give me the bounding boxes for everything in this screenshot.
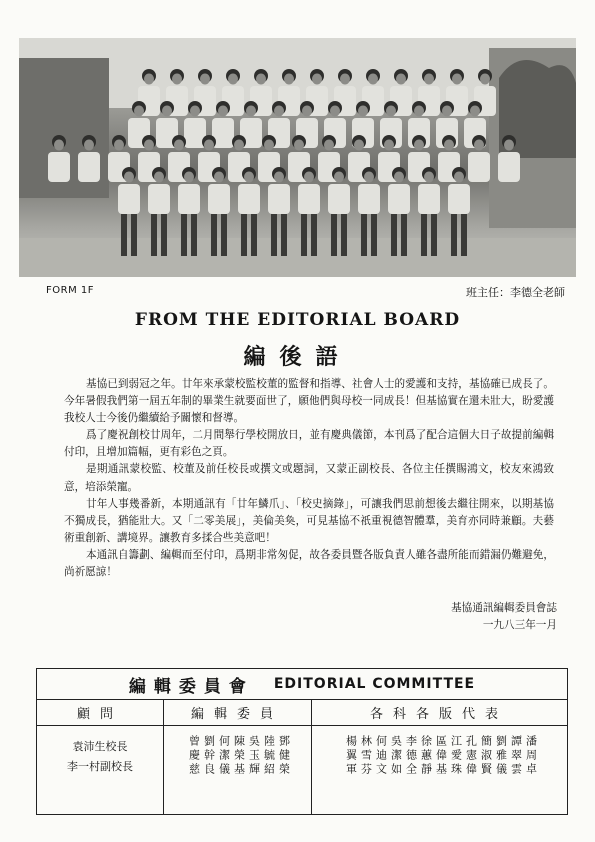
student-face [384,140,394,151]
student-face [256,74,266,85]
editorial-title-zh: 編後語 [243,345,352,370]
signature-block [451,600,557,634]
student-shirt [178,184,200,214]
advisors-list [41,737,159,777]
student-face [324,140,334,151]
student-shirt [238,184,260,214]
student-face [424,172,434,183]
student-face [172,74,182,85]
student-leg [181,214,187,256]
student-face [218,106,228,117]
form-caption: FORM 1F [46,285,94,296]
student-shirt [148,184,170,214]
student-face [284,74,294,85]
student-face [144,74,154,85]
student-face [474,140,484,151]
student-leg [401,214,407,256]
student-face [312,74,322,85]
student-shirt [448,184,470,214]
student-face [454,172,464,183]
rep-column: 孔憲偉 [464,735,478,777]
student-leg [151,214,157,256]
student-leg [281,214,287,256]
student-face [304,172,314,183]
student-shirt [388,184,410,214]
student-face [124,172,134,183]
student-leg [431,214,437,256]
student-face [174,140,184,151]
student-face [414,140,424,151]
editorial-title-en: FROM THE EDITORIAL BOARD [134,310,461,330]
student-shirt [358,184,380,214]
student-leg [301,214,307,256]
rep-column: 簡淑賢 [479,735,493,777]
student-face [358,106,368,117]
rep-column: 譚翠雲 [509,735,523,777]
student-leg [271,214,277,256]
student-face [442,106,452,117]
student-shirt [78,152,100,182]
student-face [204,140,214,151]
advisors-header: 顧問 [76,707,123,722]
student-face [452,74,462,85]
student-leg [131,214,137,256]
student-face [444,140,454,151]
student-leg [341,214,347,256]
signature-org: 基協通訊編輯委員會誌 [451,602,557,614]
student-leg [451,214,457,256]
class-photo-illustration [19,38,576,277]
student-face [200,74,210,85]
student-face [364,172,374,183]
class-photo [19,38,576,277]
editor-column: 吳玉輝 [247,735,261,777]
student-face [228,74,238,85]
student-face [264,140,274,151]
student-face [396,74,406,85]
editor-column: 陸毓紹 [262,735,276,777]
reps-header: 各科各版代表 [369,707,508,722]
signature-date: 一九八三年一月 [482,619,557,631]
student-face [330,106,340,117]
student-leg [191,214,197,256]
student-face [414,106,424,117]
student-face [144,140,154,151]
student-leg [121,214,127,256]
editors-header: 編輯委員 [190,707,283,722]
student-leg [371,214,377,256]
student-shirt [328,184,350,214]
student-face [480,74,490,85]
student-face [302,106,312,117]
editor-column: 鄧健榮 [277,735,291,777]
student-face [134,106,144,117]
student-leg [311,214,317,256]
editor-column: 劉幹良 [202,735,216,777]
student-leg [161,214,167,256]
student-face [504,140,514,151]
student-face [184,172,194,183]
student-face [244,172,254,183]
student-face [114,140,124,151]
committee-title-en: EDITORIAL COMMITTEE [273,676,476,692]
committee-header [37,669,567,699]
student-face [386,106,396,117]
student-leg [221,214,227,256]
rep-column: 潘周卓 [524,735,538,777]
student-face [234,140,244,151]
student-leg [361,214,367,256]
rep-column: 吳潔如 [389,735,403,777]
header-divider [37,699,567,700]
student-face [214,172,224,183]
rep-column: 李德全 [404,735,418,777]
student-shirt [118,184,140,214]
paragraph-3: 是期通訊蒙校監、校董及前任校長或撰文或題詞，又蒙正副校長、各位主任撰賜鴻文，校友來鴻致意，培添榮寵。 [64,463,554,493]
student-shirt [498,152,520,182]
student-face [354,140,364,151]
paragraph-5: 本通訊自籌劃、編輯而至付印，爲期非常匆促，故各委員暨各版負責人雖各盡所能而錯漏仍難避免，尚祈愿諒！ [64,548,554,579]
student-face [334,172,344,183]
student-shirt [468,152,490,182]
student-shirt [268,184,290,214]
student-face [470,106,480,117]
rep-column: 林雪芬 [359,735,373,777]
editor-column: 何潔儀 [217,735,231,777]
paragraph-4: 廿年人事幾番新，本期通訊有「廿年鱗爪」、「校史摘錄」，可讓我們思前想後去繼往開來，以期基協不獨成長，猶能壯大。又「二零美展」，美倫美奐，可見基協不祇重視德智體羣，美育亦同時兼顧。夫藝術重創新、講境界。讓教育多揉合些美意吧！ [64,497,554,544]
student-face [368,74,378,85]
rep-column: 徐蕙靜 [419,735,433,777]
reps-list [311,735,567,777]
student-face [190,106,200,117]
student-leg [241,214,247,256]
editors-list [163,735,311,777]
student-face [246,106,256,117]
student-leg [331,214,337,256]
column-header-divider [37,725,567,726]
editor-column: 陳榮基 [232,735,246,777]
student-shirt [208,184,230,214]
editor-column: 曾慶慈 [187,735,201,777]
rep-column: 江愛珠 [449,735,463,777]
advisor-name: 袁沛生校長 [72,740,128,753]
student-shirt [298,184,320,214]
student-shirt [48,152,70,182]
rep-column: 區偉基 [434,735,448,777]
student-leg [391,214,397,256]
student-face [154,172,164,183]
rep-column: 何迪文 [374,735,388,777]
student-leg [461,214,467,256]
student-face [294,140,304,151]
student-face [340,74,350,85]
student-shirt [418,184,440,214]
paragraph-2: 爲了慶祝創校廿周年，二月間舉行學校開放日，並有慶典儀節，本刊爲了配合這個大日子故提前編輯付印，且增加篇幅，更有彩色之頁。 [64,429,554,459]
student-face [162,106,172,117]
student-leg [251,214,257,256]
rep-column: 劉雅儀 [494,735,508,777]
advisor-name: 李一村副校長 [67,760,133,773]
paragraph-1: 基協已到弱冠之年。廿年來承蒙校監校董的監督和指導、社會人士的愛護和支持，基協確已成長了。今年暑假我們第一屆五年制的畢業生就要面世了，願他們與母校一同成長！但基協實在還未壯大，盼愛護我校人士今後仍繼續給予關懷和督導。 [64,378,554,425]
student-face [274,106,284,117]
student-face [84,140,94,151]
student-face [424,74,434,85]
student-face [394,172,404,183]
student-leg [421,214,427,256]
student-face [54,140,64,151]
editorial-committee-table [36,668,568,815]
rep-column: 楊翼軍 [344,735,358,777]
student-face [274,172,284,183]
class-teacher-caption: 班主任：李德全老師 [466,286,565,299]
committee-title-zh: 編輯委員會 [128,676,254,697]
editorial-body [64,376,554,581]
student-leg [211,214,217,256]
